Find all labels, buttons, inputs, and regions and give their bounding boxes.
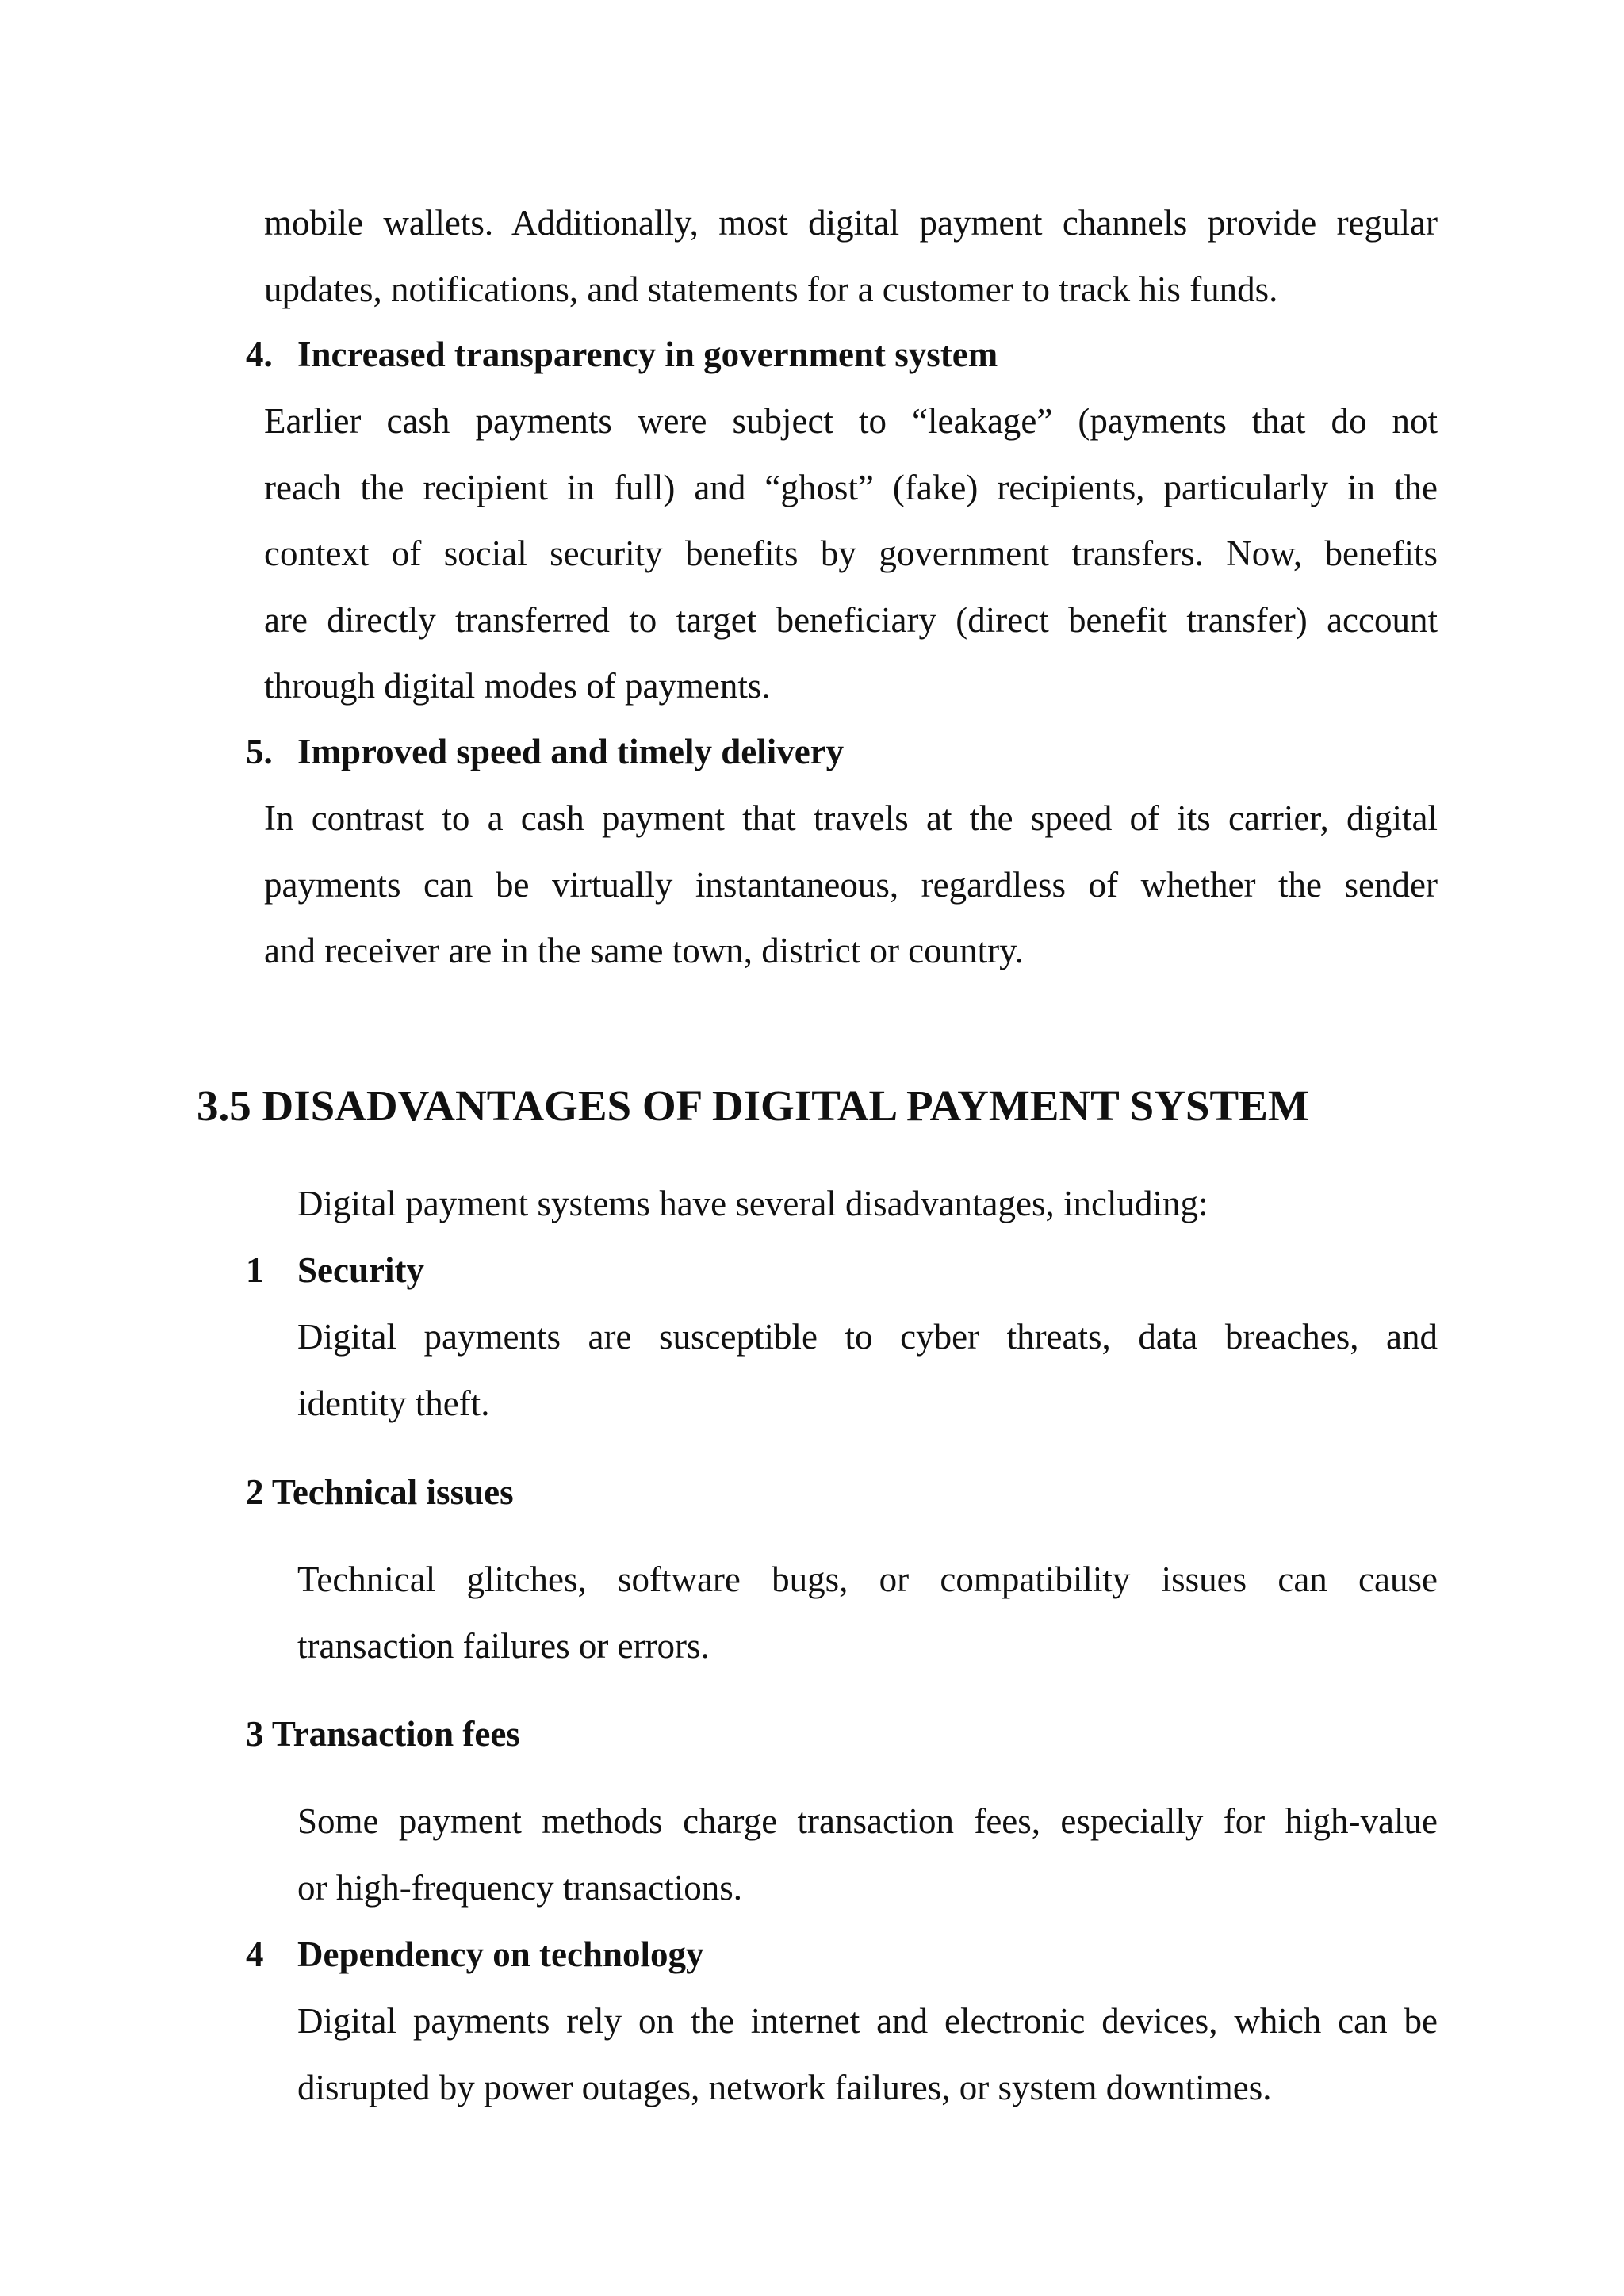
list-item-body bbox=[264, 786, 1438, 985]
list-item-heading: 2 Technical issues bbox=[246, 1472, 514, 1512]
list-item-body bbox=[264, 388, 1438, 720]
list-item-heading: 3 Transaction fees bbox=[246, 1714, 520, 1754]
text-line: Earlier cash payments were subject to “leakage” (payments that do not bbox=[264, 401, 1438, 441]
text-line: Technical glitches, software bugs, or compatibility issues can cause bbox=[297, 1559, 1438, 1599]
text-line: through digital modes of payments. bbox=[264, 666, 771, 706]
section-title: 3.5 DISADVANTAGES OF DIGITAL PAYMENT SYSTEM bbox=[197, 1081, 1309, 1130]
text-line: and receiver are in the same town, district or country. bbox=[264, 931, 1024, 970]
text-line: Digital payments rely on the internet and electronic devices, which can be bbox=[297, 2001, 1438, 2041]
list-number: 4 bbox=[246, 1934, 264, 1974]
list-item-body bbox=[297, 1988, 1438, 2121]
list-item-body bbox=[297, 1547, 1438, 1679]
text-line: reach the recipient in full) and “ghost” (fake) recipients, particularly in the bbox=[264, 467, 1438, 507]
text-line: Digital payments are susceptible to cyber threats, data breaches, and bbox=[297, 1317, 1438, 1357]
list-item-body bbox=[297, 1789, 1438, 1921]
list-item-heading bbox=[246, 719, 844, 786]
list-number: 4. bbox=[246, 335, 273, 374]
list-item-heading bbox=[246, 322, 998, 388]
text-line: mobile wallets. Additionally, most digital payment channels provide regular bbox=[264, 203, 1438, 243]
text-line: In contrast to a cash payment that travels at the speed of its carrier, digital bbox=[264, 798, 1438, 838]
text-line: context of social security benefits by government transfers. Now, benefits bbox=[264, 534, 1438, 573]
list-item-heading bbox=[246, 1922, 704, 1988]
continuation-paragraph bbox=[264, 190, 1438, 323]
heading-text: Improved speed and timely delivery bbox=[297, 732, 845, 771]
text-line: Some payment methods charge transaction fees, especially for high-value bbox=[297, 1801, 1438, 1841]
text-line: transaction failures or errors. bbox=[297, 1625, 710, 1666]
text-line: or high-frequency transactions. bbox=[297, 1867, 743, 1908]
list-item-heading bbox=[246, 1238, 424, 1304]
list-number: 5. bbox=[246, 732, 273, 771]
heading-text: Increased transparency in government system bbox=[297, 335, 998, 374]
section-intro: Digital payment systems have several disadvantages, including: bbox=[297, 1184, 1208, 1223]
text-line: identity theft. bbox=[297, 1383, 490, 1423]
heading-text: Dependency on technology bbox=[297, 1934, 704, 1974]
text-line: payments can be virtually instantaneous, regardless of whether the sender bbox=[264, 864, 1438, 905]
text-line: updates, notifications, and statements for a customer to track his funds. bbox=[264, 269, 1278, 309]
list-number: 1 bbox=[246, 1250, 264, 1290]
text-line: are directly transferred to target beneficiary (direct benefit transfer) account bbox=[264, 599, 1438, 640]
heading-text: Security bbox=[297, 1250, 424, 1290]
list-item-body bbox=[297, 1304, 1438, 1437]
text-line: disrupted by power outages, network failures, or system downtimes. bbox=[297, 2067, 1272, 2107]
